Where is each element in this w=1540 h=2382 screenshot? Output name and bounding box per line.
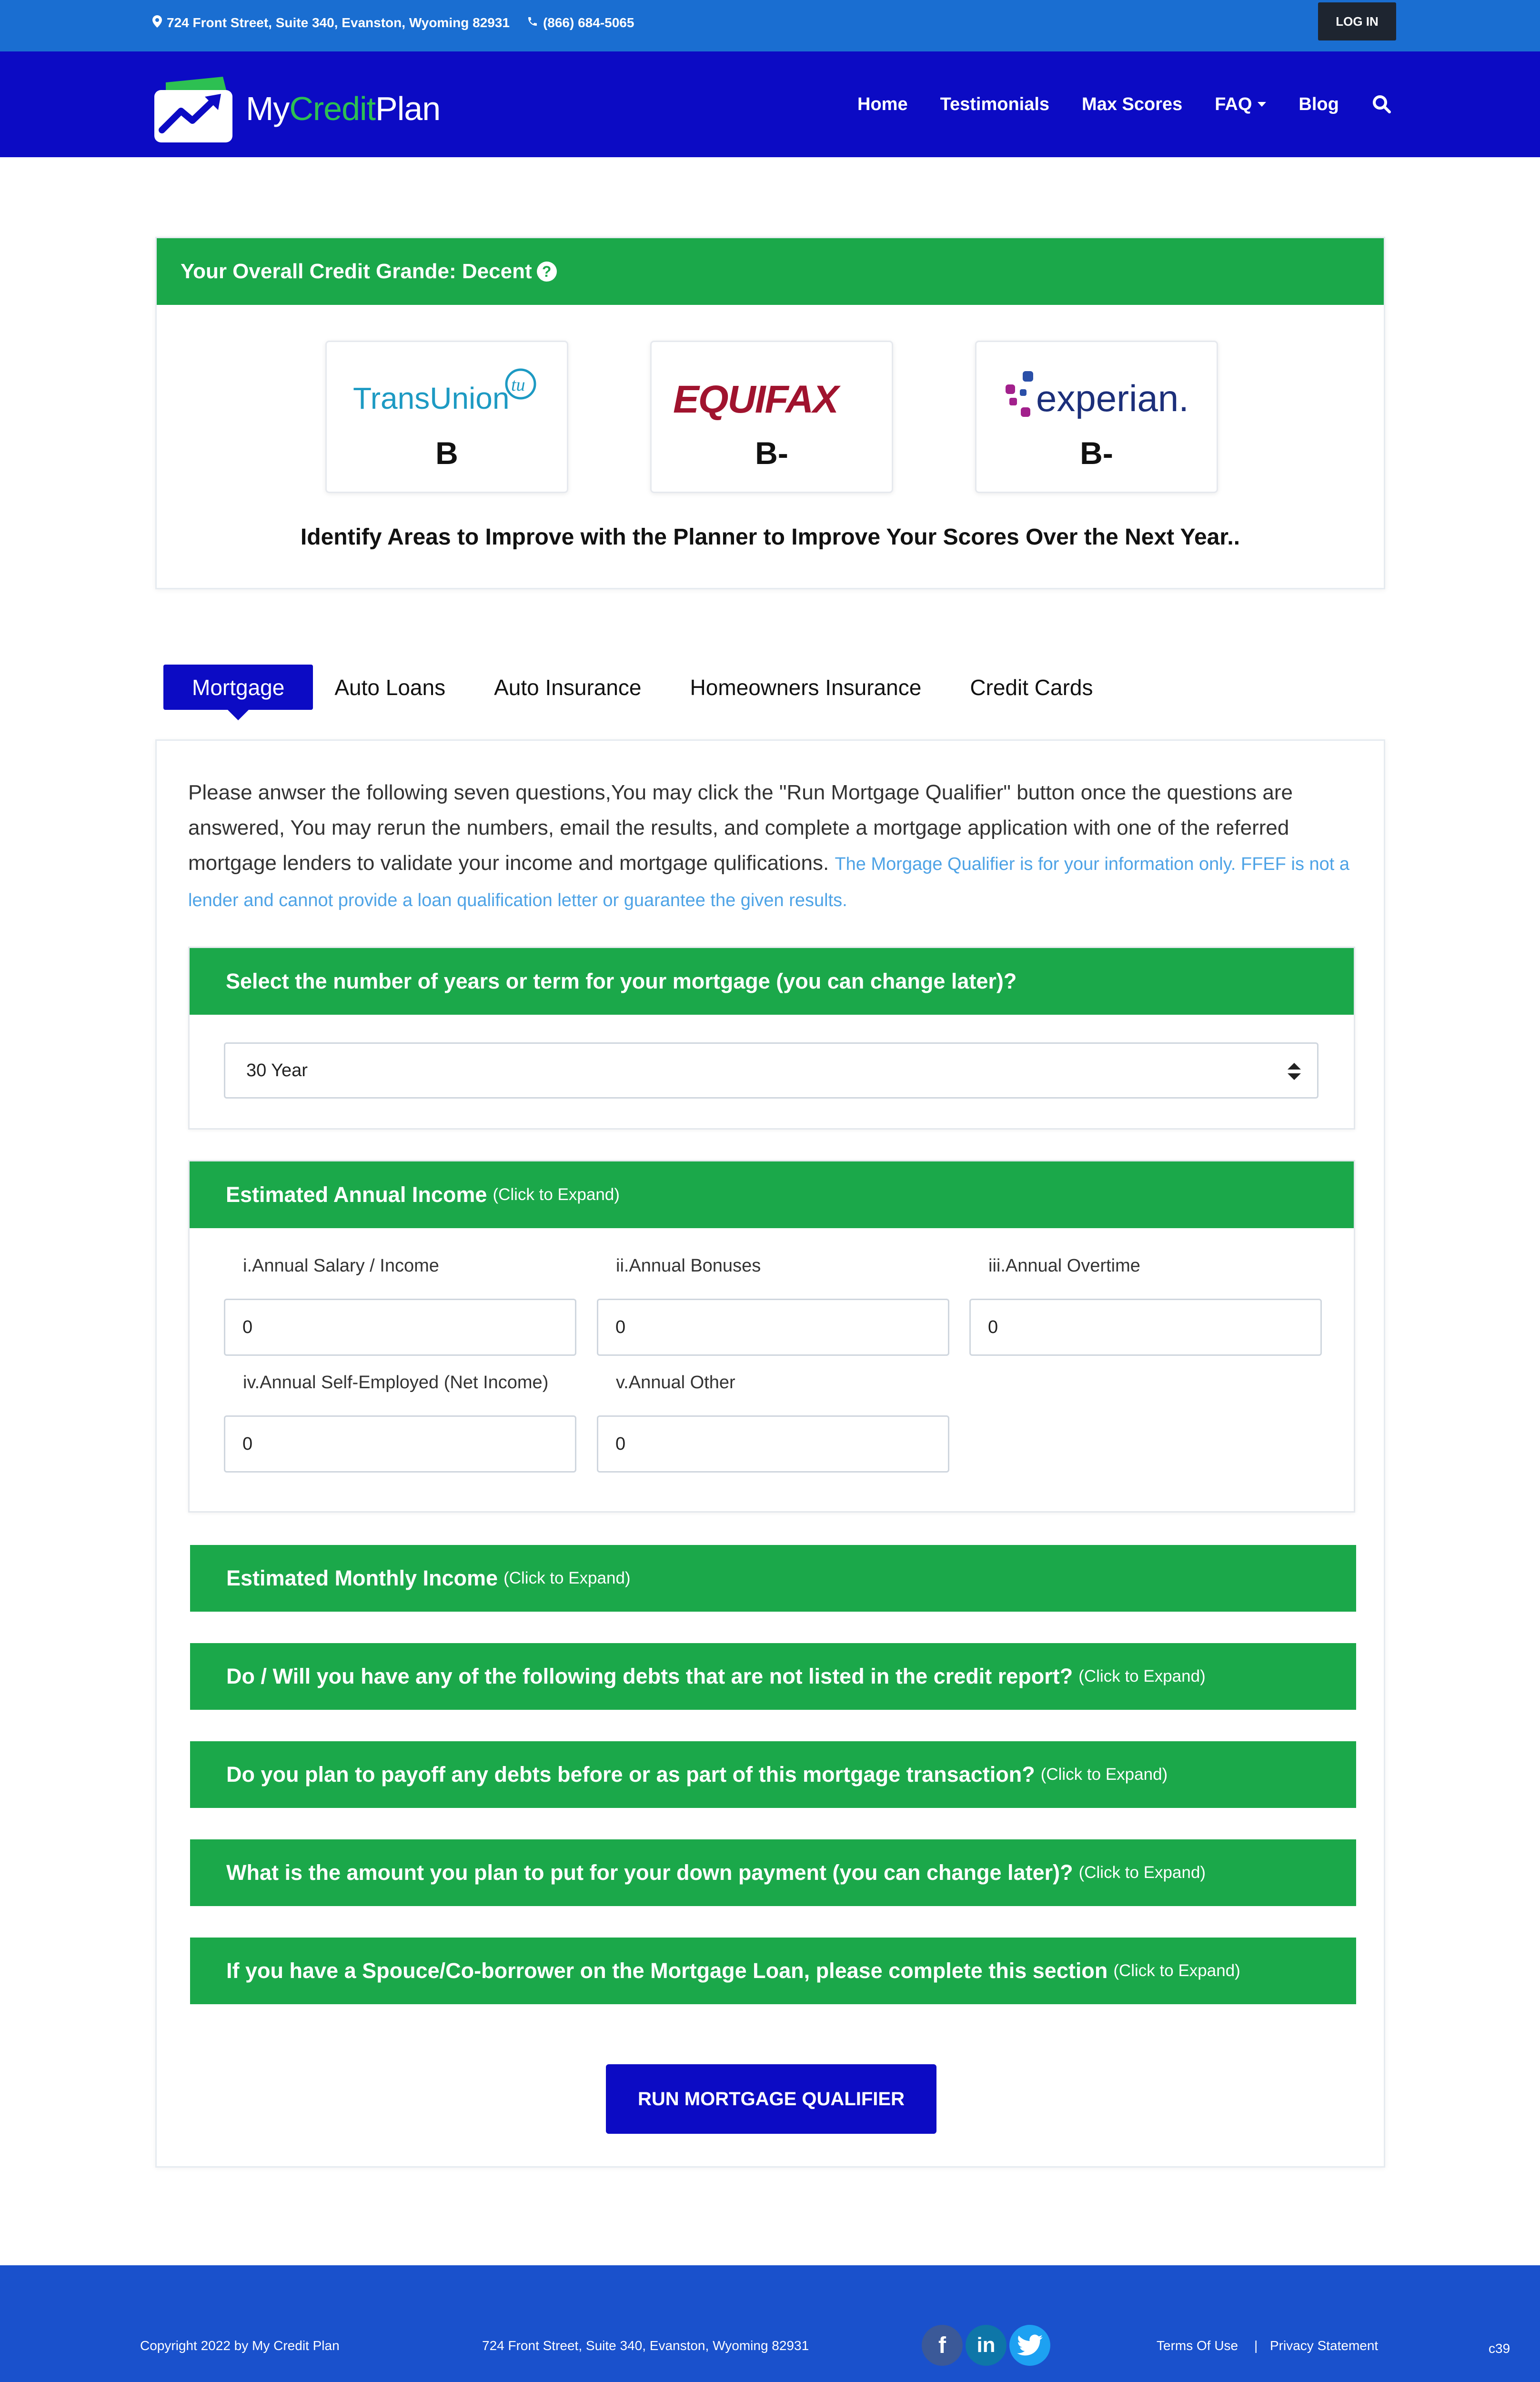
section-title: Estimated Monthly Income	[226, 1566, 498, 1590]
site-logo[interactable]	[151, 73, 440, 144]
tab-homeowners-insurance[interactable]: Homeowners Insurance	[690, 675, 922, 700]
term-section-header[interactable]	[190, 948, 1354, 1015]
intro-paragraph	[188, 775, 1360, 918]
section-hint: (Click to Expand)	[503, 1569, 631, 1587]
co-borrower-section[interactable]	[190, 1938, 1356, 2004]
section-title: Do / Will you have any of the following debts that are not listed in the credit report?	[226, 1664, 1073, 1688]
term-section-title: Select the number of years or term for your mortgage (you can change later)?	[226, 969, 1017, 993]
logo-my: My	[246, 90, 290, 127]
site-footer	[0, 2311, 1540, 2382]
annual-other-input[interactable]: 0	[597, 1415, 949, 1473]
field-annual-other	[597, 1373, 949, 1473]
logo-plan: Plan	[375, 90, 441, 127]
question-circle-icon[interactable]: ?	[537, 262, 557, 282]
nav-home[interactable]: Home	[857, 94, 908, 114]
logo-text	[246, 90, 440, 128]
annual-salary-input[interactable]: 0	[224, 1299, 576, 1356]
credit-grade-title: Your Overall Credit Grande: Decent	[181, 260, 532, 283]
annual-income-title: Estimated Annual Income	[226, 1182, 487, 1207]
down-payment-section[interactable]	[190, 1839, 1356, 1906]
term-section	[188, 947, 1355, 1130]
experian-logo	[1003, 368, 1203, 430]
annual-bonuses-input[interactable]: 0	[597, 1299, 949, 1356]
chevron-down-icon	[1258, 102, 1266, 107]
search-icon[interactable]	[1371, 94, 1392, 115]
unlisted-debts-section[interactable]	[190, 1643, 1356, 1710]
monthly-income-section[interactable]	[190, 1545, 1356, 1612]
footer-code: c39	[1489, 2341, 1510, 2356]
privacy-link[interactable]: Privacy Statement	[1270, 2338, 1379, 2353]
annual-income-section	[188, 1160, 1355, 1513]
field-label: v.Annual Other	[616, 1373, 735, 1393]
field-label: iv.Annual Self-Employed (Net Income)	[243, 1373, 549, 1393]
field-annual-bonuses	[597, 1256, 949, 1356]
field-annual-overtime	[969, 1256, 1322, 1356]
credit-grade-header	[157, 238, 1384, 305]
nav-max-scores[interactable]: Max Scores	[1082, 94, 1183, 114]
annual-overtime-input[interactable]: 0	[969, 1299, 1322, 1356]
nav-blog[interactable]: Blog	[1298, 94, 1339, 114]
facebook-icon[interactable]: f	[922, 2325, 963, 2366]
bureau-card-transunion	[325, 341, 568, 493]
top-info-bar	[0, 0, 1540, 51]
nav-faq[interactable]	[1215, 94, 1266, 115]
section-hint: (Click to Expand)	[1040, 1765, 1168, 1784]
credit-grade-card	[155, 237, 1385, 589]
phone-text: (866) 684-5065	[543, 15, 634, 30]
section-title: If you have a Spouce/Co-borrower on the Mortgage Loan, please complete this section	[226, 1958, 1108, 1983]
footer-separator: |	[1254, 2338, 1258, 2353]
footer-band	[0, 2265, 1540, 2311]
field-annual-self-employed	[224, 1373, 576, 1473]
login-button[interactable]: LOG IN	[1318, 2, 1396, 40]
annual-self-employed-input[interactable]: 0	[224, 1415, 576, 1473]
section-hint: (Click to Expand)	[1078, 1863, 1206, 1882]
terms-link[interactable]: Terms Of Use	[1157, 2338, 1238, 2353]
equifax-logo	[673, 375, 873, 423]
section-hint: (Click to Expand)	[1113, 1961, 1240, 1980]
section-hint: (Click to Expand)	[1078, 1667, 1206, 1686]
phone-icon	[527, 15, 538, 30]
run-mortgage-qualifier-button[interactable]: RUN MORTGAGE QUALIFIER	[606, 2064, 936, 2134]
select-arrows-icon	[1286, 1061, 1303, 1082]
logo-credit: Credit	[289, 90, 376, 127]
twitter-icon[interactable]	[1009, 2325, 1050, 2366]
address-text: 724 Front Street, Suite 340, Evanston, Wyoming 82931	[167, 15, 510, 30]
tab-mortgage[interactable]: Mortgage	[163, 665, 313, 710]
tab-auto-loans[interactable]: Auto Loans	[334, 675, 446, 700]
transunion-badge-text: tu	[511, 375, 525, 395]
improve-text: Identify Areas to Improve with the Planner to Improve Your Scores Over the Next Year..	[300, 525, 1240, 550]
field-annual-salary	[224, 1256, 576, 1356]
nav-testimonials[interactable]: Testimonials	[940, 94, 1050, 114]
payoff-debts-section[interactable]	[190, 1741, 1356, 1808]
term-select[interactable]	[224, 1042, 1319, 1099]
social-links	[922, 2325, 1053, 2366]
annual-income-header[interactable]	[190, 1161, 1354, 1228]
planner-tabs	[163, 665, 1142, 710]
field-label: i.Annual Salary / Income	[243, 1256, 439, 1276]
tab-credit-cards[interactable]: Credit Cards	[970, 675, 1093, 700]
bureau-card-equifax	[650, 341, 893, 493]
phone-block[interactable]	[527, 15, 634, 30]
experian-grade: B-	[1080, 435, 1113, 471]
nav-faq-label: FAQ	[1215, 94, 1252, 114]
section-title: Do you plan to payoff any debts before or as part of this mortgage transaction?	[226, 1762, 1035, 1786]
intro-note: The Morgage Qualifier is for your information only. FFEF is not a lender and cannot provide a loan qualification letter or guarantee the given results.	[188, 854, 1350, 910]
field-label: ii.Annual Bonuses	[616, 1256, 761, 1276]
equifax-grade: B-	[755, 435, 788, 471]
mortgage-form-card	[155, 739, 1385, 2168]
transunion-logo-text: TransUnion	[353, 381, 510, 415]
linkedin-icon[interactable]: in	[966, 2325, 1007, 2366]
map-pin-icon	[152, 15, 162, 31]
logo-chart-icon	[151, 73, 235, 144]
bureau-card-experian	[975, 341, 1218, 493]
experian-logo-text: experian.	[1036, 377, 1189, 419]
term-select-value: 30 Year	[246, 1060, 308, 1080]
tab-auto-insurance[interactable]: Auto Insurance	[494, 675, 642, 700]
main-header	[0, 51, 1540, 157]
footer-copyright: Copyright 2022 by My Credit Plan	[140, 2338, 340, 2353]
intro-text: Please anwser the following seven questions,You may click the "Run Mortgage Qualifier" button once the questions are answered, You may rerun the numbers, email the results, and complete a mortgage application with one of the referred mortgage lenders to validate your income and mortgage qulifications.	[188, 781, 1293, 875]
footer-address: 724 Front Street, Suite 340, Evanston, Wyoming 82931	[482, 2338, 809, 2353]
field-label: iii.Annual Overtime	[988, 1256, 1140, 1276]
main-nav	[857, 51, 1392, 157]
transunion-grade: B	[435, 435, 458, 471]
equifax-logo-text: EQUIFAX	[673, 378, 838, 421]
section-title: What is the amount you plan to put for your down payment (you can change later)?	[226, 1860, 1073, 1885]
contact-info	[152, 0, 634, 46]
transunion-logo	[353, 366, 544, 423]
annual-income-hint: (Click to Expand)	[493, 1185, 620, 1204]
